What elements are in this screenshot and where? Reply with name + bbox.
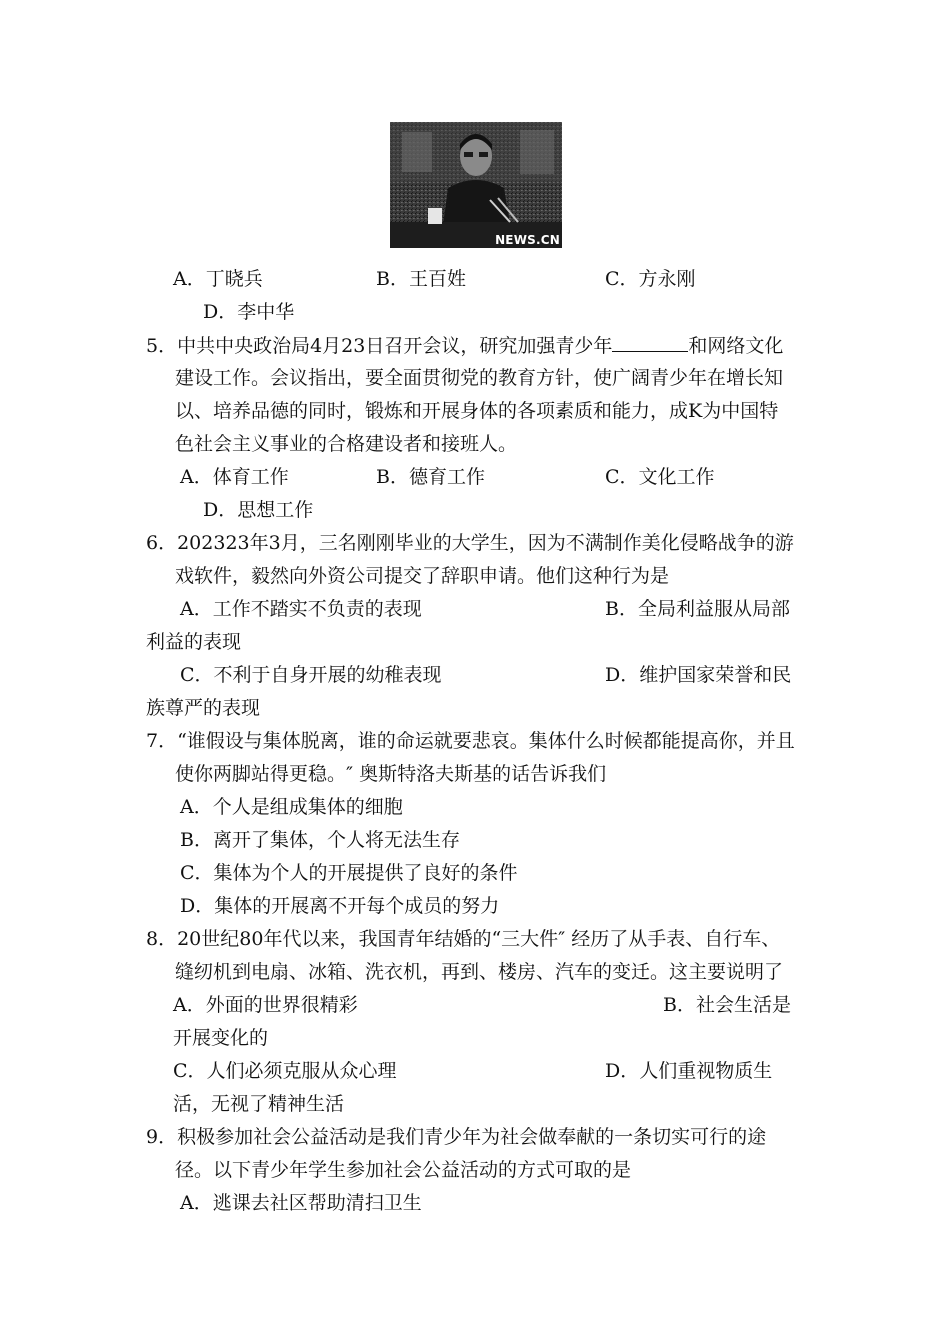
q7-option-a: A．个人是组成集体的细胞	[180, 796, 403, 818]
q5-stem-pre-blank: 5．中共中央政治局4月23日召开会议，研究加强青少年	[146, 335, 613, 357]
q7-option-b: B．离开了集体，个人将无法生存	[180, 829, 460, 851]
q8-option-a: A．外面的世界很精彩	[173, 994, 358, 1016]
q6-stem-line-2: 戏软件，毅然向外资公司提交了辞职申请。他们这种行为是	[175, 565, 670, 587]
q7-option-d: D．集体的开展离不开每个成员的努力	[180, 895, 500, 917]
q6-option-c: C．不利于自身开展的幼稚表现	[180, 664, 442, 686]
q8-option-c: C．人们必须克服从众心理	[173, 1060, 397, 1082]
q5-option-a: A．体育工作	[180, 466, 289, 488]
q5-stem-line-4: 色社会主义事业的合格建设者和接班人。	[175, 433, 518, 455]
q9-stem-line-2: 径。以下青少年学生参加社会公益活动的方式可取的是	[175, 1159, 632, 1181]
q5-option-b: B．德育工作	[376, 466, 485, 488]
q8-stem-line-2: 缝纫机到电扇、冰箱、洗衣机，再到、楼房、汽车的变迁。这主要说明了	[175, 961, 784, 983]
q5-answer-blank	[612, 333, 688, 352]
q6-option-b-part-1: B．全局利益服从局部	[605, 598, 790, 620]
q8-option-d-part-2: 活，无视了精神生活	[173, 1093, 345, 1115]
q5-option-c: C．文化工作	[605, 466, 715, 488]
speaker-photo-graphic	[390, 122, 562, 248]
q6-stem-line-1: 6．202323年3月，三名刚刚毕业的大学生，因为不满制作美化侵略战争的游	[146, 532, 794, 554]
photo-watermark: NEWS.CN	[495, 233, 560, 247]
q5-stem-line-2: 建设工作。会议指出，要全面贯彻党的教育方针，使广阔青少年在增长知	[175, 367, 784, 389]
q6-option-d-part-1: D．维护国家荣誉和民	[605, 664, 792, 686]
q7-stem-line-2: 使你两脚站得更稳。″ 奥斯特洛夫斯基的话告诉我们	[175, 763, 607, 785]
q6-option-b-part-2: 利益的表现	[146, 631, 242, 653]
q6-option-a: A．工作不踏实不负责的表现	[180, 598, 422, 620]
news-photo	[390, 122, 562, 248]
q7-option-c: C．集体为个人的开展提供了良好的条件	[180, 862, 518, 884]
q9-option-a: A．逃课去社区帮助清扫卫生	[180, 1192, 422, 1214]
q4-option-b: B．王百姓	[376, 268, 466, 290]
q8-option-b-part-2: 开展变化的	[173, 1027, 269, 1049]
q9-stem-line-1: 9．积极参加社会公益活动是我们青少年为社会做奉献的一条切实可行的途	[146, 1126, 767, 1148]
q6-option-d-part-2: 族尊严的表现	[146, 697, 261, 719]
q5-stem-post-blank: 和网络文化	[688, 335, 784, 357]
q4-option-c: C．方永刚	[605, 268, 696, 290]
q8-option-d-part-1: D．人们重视物质生	[605, 1060, 773, 1082]
q5-stem-line-1	[146, 333, 783, 358]
q4-option-d: D．李中华	[203, 301, 295, 323]
q5-stem-line-3: 以、培养品德的同时，锻炼和开展身体的各项素质和能力，成K为中国特	[175, 400, 779, 422]
q4-option-a: A．丁晓兵	[173, 268, 263, 290]
q8-stem-line-1: 8．20世纪80年代以来，我国青年结婚的“三大件″ 经历了从手表、自行车、	[146, 928, 781, 950]
q5-option-d: D．思想工作	[203, 499, 314, 521]
q7-stem-line-1: 7．“谁假设与集体脱离，谁的命运就要悲哀。集体什么时候都能提高你，并且	[146, 730, 795, 752]
q8-option-b-part-1: B．社会生活是	[663, 994, 791, 1016]
